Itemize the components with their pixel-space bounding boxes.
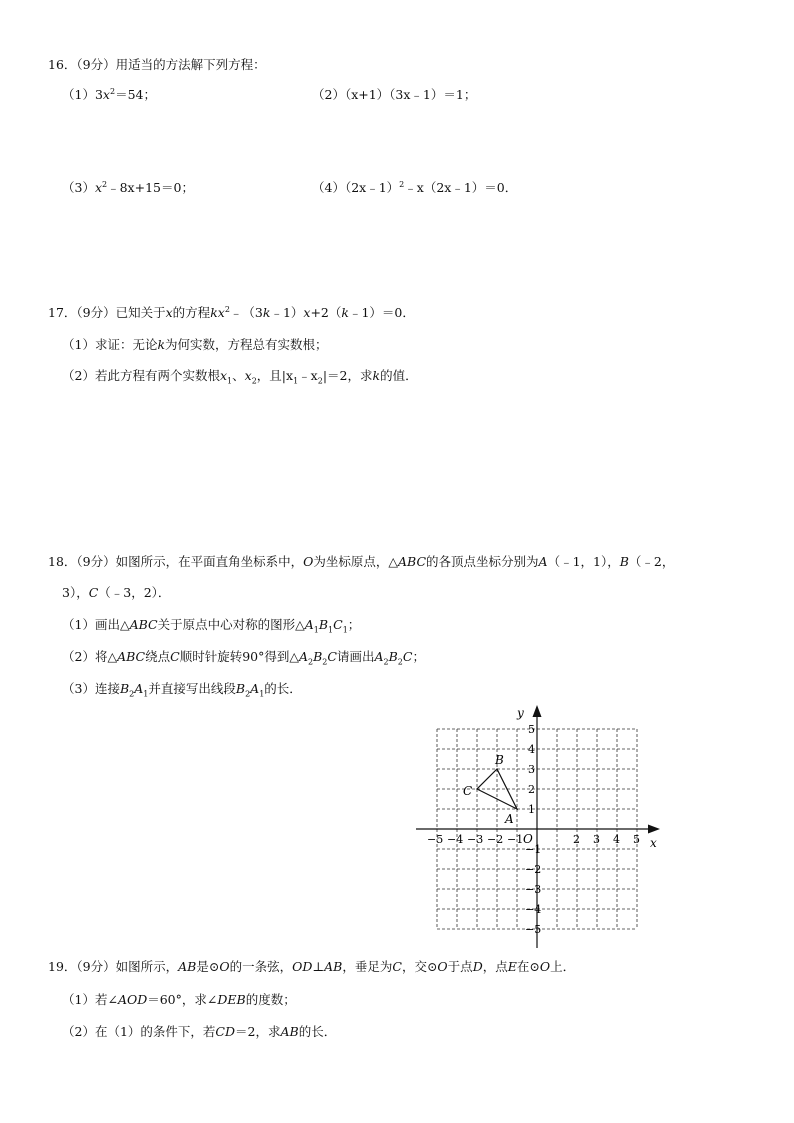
- x-axis-label: x: [650, 836, 657, 850]
- vertex-label-c: C: [463, 784, 473, 798]
- x-axis-arrow-icon: [648, 825, 660, 834]
- y-tick-label: 2: [528, 783, 535, 796]
- vertex-label-b: B: [495, 753, 504, 767]
- q16-part4: （4）（2x﹣1）$^2$﹣x（2x﹣1）＝0．: [312, 179, 518, 195]
- q17-stem: 17．（9分）已知关于x的方程$kx^2﹣(3k﹣1)x+2(k﹣1)=0$．: [48, 304, 415, 320]
- y-axis-arrow-icon: [533, 705, 542, 717]
- vertex-label-a: A: [505, 812, 514, 826]
- q19-part1: （1）若∠AOD＝60°，求∠DEB的度数；: [62, 992, 296, 1007]
- x-tick-label: −4: [447, 833, 464, 846]
- q17-part1: （1）求证：无论k为何实数，方程总有实数根；: [62, 337, 328, 352]
- x-tick-label: −3: [467, 833, 484, 846]
- y-tick-label: 5: [528, 723, 535, 736]
- y-tick-label: 3: [528, 763, 535, 776]
- y-tick-label: −3: [525, 883, 542, 896]
- x-tick-label: 4: [613, 833, 620, 846]
- y-axis-label: y: [517, 706, 524, 720]
- x-tick-label: 2: [573, 833, 580, 846]
- y-tick-label: 1: [528, 803, 535, 816]
- q18-part2: （2）将△ABC绕点C顺时针旋转90°得到$\triangle A_2B_2C$请画出$A_2B_2C$；: [62, 649, 425, 667]
- coordinate-grid-figure: [410, 700, 670, 955]
- triangle-abc: [463, 753, 517, 826]
- y-tick-label: −5: [525, 923, 542, 936]
- q18-stem-line2: 3），C（﹣3，2）．: [62, 585, 171, 600]
- x-tick-label: −1: [507, 833, 524, 846]
- q16-part1: $(1)3x^2=54$；: [62, 86, 156, 102]
- q16-stem: 16．（9分）用适当的方法解下列方程：: [48, 57, 266, 72]
- x-tick-label: −2: [487, 833, 504, 846]
- origin-label: O: [523, 832, 533, 846]
- q18-part1: （1）画出△ABC关于原点中心对称的图形$\triangle A_1B_1C_1$；: [62, 617, 361, 635]
- y-tick-label: 4: [528, 743, 535, 756]
- x-tick-label: −5: [427, 833, 444, 846]
- q16-part3: $(3)x^2﹣8x+15=0$；: [62, 179, 194, 195]
- y-tick-label: −2: [525, 863, 542, 876]
- q18-part3: （3）连接$B_2A_1$并直接写出线段$B_2A_1$的长．: [62, 681, 302, 699]
- q19-stem: 19．（9分）如图所示，AB是⊙O的一条弦，OD⊥AB，垂足为C，交⊙O于点D，点E在⊙O上．: [48, 959, 576, 974]
- x-tick-label: 3: [593, 833, 600, 846]
- q19-part2: （2）在（1）的条件下，若CD＝2，求AB的长．: [62, 1024, 337, 1039]
- q17-part2: （2）若此方程有两个实数根$x_1$、$x_2$，且$|x_1﹣x_2|=2$，求k的值．: [62, 368, 418, 386]
- y-tick-label: −1: [525, 843, 542, 856]
- y-tick-label: −4: [525, 903, 542, 916]
- q16-part2: （2）（x+1）（3x﹣1）＝1；: [312, 87, 477, 102]
- x-tick-label: 5: [633, 833, 640, 846]
- q18-stem-line1: 18．（9分）如图所示，在平面直角坐标系中，O为坐标原点，△ABC的各顶点坐标分别为A（﹣1，1），B（﹣2，: [48, 554, 675, 569]
